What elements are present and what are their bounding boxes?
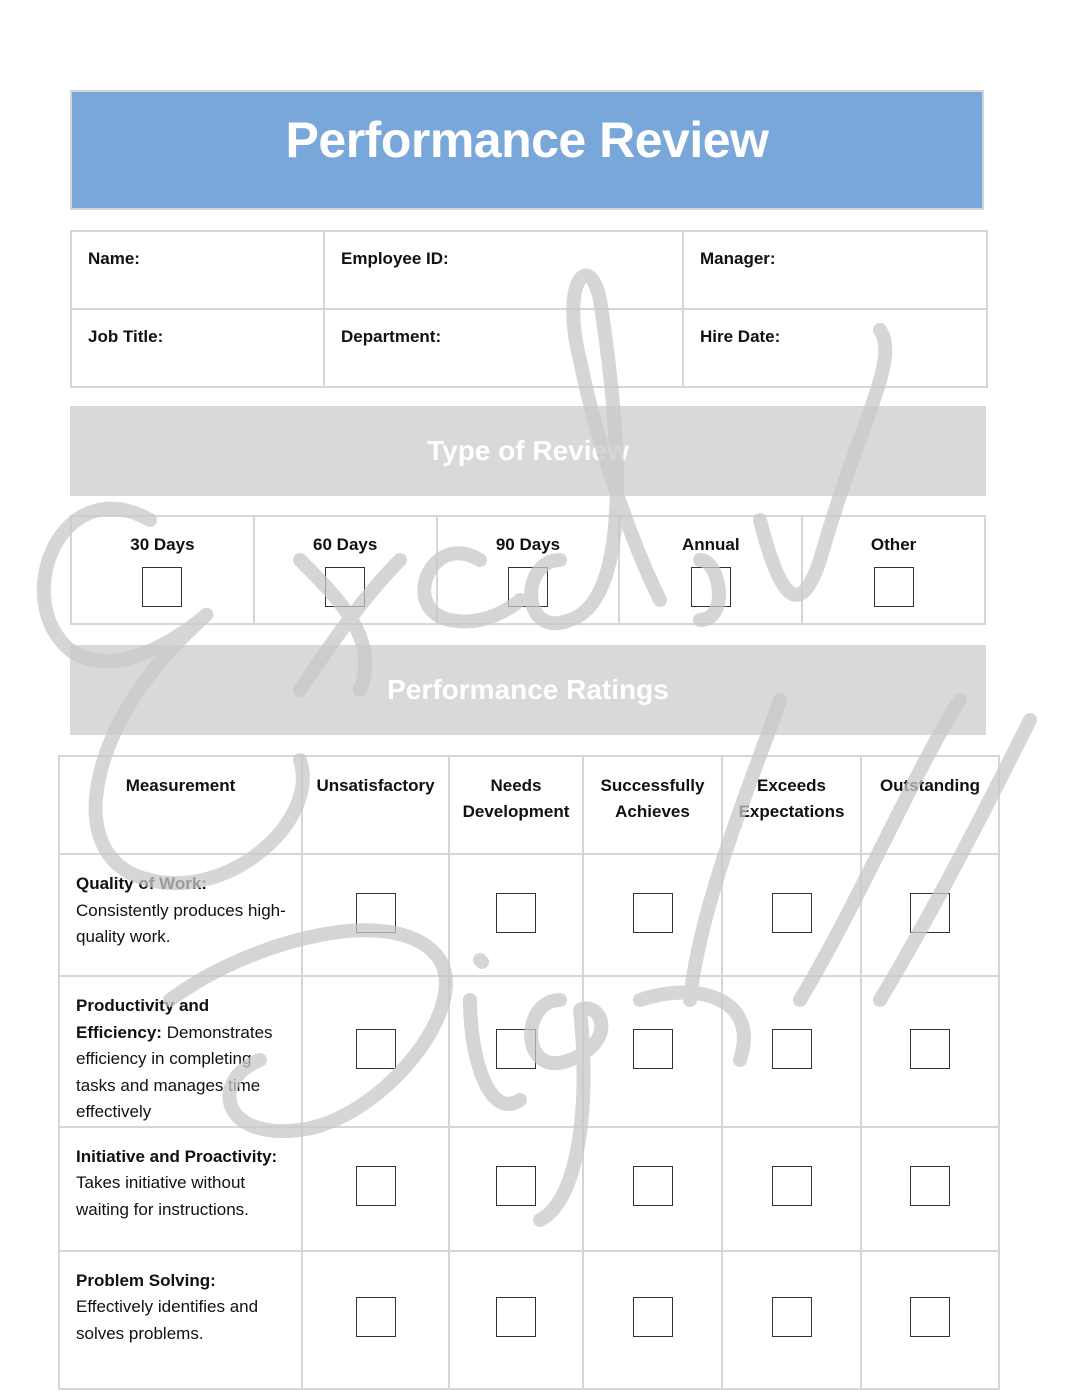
review-option bbox=[71, 516, 254, 624]
measurement-label: Productivity and Efficiency: bbox=[76, 996, 210, 1042]
checkbox-30-days[interactable] bbox=[142, 567, 182, 607]
performance-ratings-heading: Performance Ratings bbox=[70, 645, 986, 735]
measurement-cell bbox=[59, 854, 302, 976]
column-header bbox=[583, 756, 722, 854]
rating-cell bbox=[583, 1127, 722, 1251]
review-option-label: Other bbox=[870, 535, 917, 554]
column-header-line: Expectations bbox=[738, 802, 845, 821]
employee-id-field[interactable]: Employee ID: bbox=[324, 231, 683, 309]
rating-cell bbox=[861, 1251, 999, 1389]
checkbox-annual[interactable] bbox=[691, 567, 731, 607]
rating-cell bbox=[861, 976, 999, 1127]
table-row bbox=[59, 854, 999, 976]
rating-checkbox-exceeds-expectations[interactable] bbox=[772, 1297, 812, 1337]
rating-checkbox-exceeds-expectations[interactable] bbox=[772, 1029, 812, 1069]
column-header-line: Exceeds bbox=[757, 776, 826, 795]
employee-info-table bbox=[70, 230, 988, 388]
column-header bbox=[861, 756, 999, 854]
rating-checkbox-needs-development[interactable] bbox=[496, 893, 536, 933]
measurement-cell bbox=[59, 976, 302, 1127]
title-banner bbox=[70, 90, 984, 210]
manager-field[interactable]: Manager: bbox=[683, 231, 987, 309]
column-header-line: Outstanding bbox=[879, 776, 981, 795]
department-field[interactable]: Department: bbox=[324, 309, 683, 387]
column-header-line: Development bbox=[462, 802, 570, 821]
rating-cell bbox=[861, 1127, 999, 1251]
column-header bbox=[59, 756, 302, 854]
rating-checkbox-needs-development[interactable] bbox=[496, 1166, 536, 1206]
review-option-label: 30 Days bbox=[130, 535, 195, 554]
rating-cell bbox=[722, 1127, 861, 1251]
rating-cell bbox=[449, 976, 583, 1127]
rating-checkbox-outstanding[interactable] bbox=[910, 893, 950, 933]
rating-cell bbox=[302, 854, 449, 976]
rating-checkbox-successfully-achieves[interactable] bbox=[633, 1166, 673, 1206]
rating-checkbox-needs-development[interactable] bbox=[496, 1029, 536, 1069]
rating-cell bbox=[583, 854, 722, 976]
column-header-line: Achieves bbox=[615, 802, 690, 821]
table-row bbox=[59, 1251, 999, 1389]
review-option bbox=[802, 516, 985, 624]
measurement-label: Problem Solving: bbox=[76, 1270, 216, 1290]
rating-cell bbox=[583, 1251, 722, 1389]
rating-cell bbox=[302, 976, 449, 1127]
rating-checkbox-unsatisfactory[interactable] bbox=[356, 1029, 396, 1069]
rating-cell bbox=[302, 1251, 449, 1389]
rating-checkbox-needs-development[interactable] bbox=[496, 1297, 536, 1337]
review-option-label: 60 Days bbox=[313, 535, 378, 554]
measurement-cell bbox=[59, 1251, 302, 1389]
rating-checkbox-successfully-achieves[interactable] bbox=[633, 893, 673, 933]
column-header-line: Successfully bbox=[600, 776, 705, 795]
review-option bbox=[437, 516, 620, 624]
rating-cell bbox=[722, 854, 861, 976]
column-header bbox=[722, 756, 861, 854]
measurement-description: Takes initiative without waiting for instructions. bbox=[76, 1173, 249, 1219]
column-header bbox=[302, 756, 449, 854]
review-type-table bbox=[70, 515, 986, 625]
measurement-cell bbox=[59, 1127, 302, 1251]
rating-cell bbox=[722, 976, 861, 1127]
review-option bbox=[619, 516, 802, 624]
rating-cell bbox=[449, 1251, 583, 1389]
checkbox-90-days[interactable] bbox=[508, 567, 548, 607]
rating-cell bbox=[861, 854, 999, 976]
rating-checkbox-outstanding[interactable] bbox=[910, 1297, 950, 1337]
rating-checkbox-successfully-achieves[interactable] bbox=[633, 1297, 673, 1337]
ratings-header-row bbox=[59, 756, 999, 854]
rating-cell bbox=[449, 1127, 583, 1251]
page-title: Performance Review bbox=[285, 112, 769, 168]
rating-checkbox-exceeds-expectations[interactable] bbox=[772, 893, 812, 933]
table-row bbox=[59, 1127, 999, 1251]
measurement-label: Quality of Work: bbox=[76, 874, 207, 893]
rating-checkbox-unsatisfactory[interactable] bbox=[356, 1166, 396, 1206]
table-row bbox=[59, 976, 999, 1127]
rating-checkbox-successfully-achieves[interactable] bbox=[633, 1029, 673, 1069]
rating-checkbox-outstanding[interactable] bbox=[910, 1029, 950, 1069]
column-header-line: Measurement bbox=[125, 776, 236, 795]
job-title-field[interactable]: Job Title: bbox=[71, 309, 324, 387]
column-header-line: Unsatisfactory bbox=[316, 776, 435, 795]
column-header bbox=[449, 756, 583, 854]
measurement-description: Effectively identifies and solves problems. bbox=[76, 1297, 259, 1343]
review-option-label: 90 Days bbox=[495, 535, 561, 554]
rating-cell bbox=[722, 1251, 861, 1389]
name-field[interactable]: Name: bbox=[71, 231, 324, 309]
review-option-label: Annual bbox=[681, 535, 740, 554]
rating-checkbox-outstanding[interactable] bbox=[910, 1166, 950, 1206]
rating-cell bbox=[302, 1127, 449, 1251]
column-header-line: Needs bbox=[490, 776, 542, 795]
rating-checkbox-unsatisfactory[interactable] bbox=[356, 893, 396, 933]
rating-cell bbox=[583, 976, 722, 1127]
rating-checkbox-unsatisfactory[interactable] bbox=[356, 1297, 396, 1337]
checkbox-other[interactable] bbox=[874, 567, 914, 607]
ratings-table bbox=[58, 755, 1000, 1390]
checkbox-60-days[interactable] bbox=[325, 567, 365, 607]
hire-date-field[interactable]: Hire Date: bbox=[683, 309, 987, 387]
measurement-label: Initiative and Proactivity: bbox=[76, 1146, 278, 1166]
measurement-description: Demonstrates efficiency in completing tasks and manages time effectively bbox=[76, 1022, 273, 1121]
review-option bbox=[254, 516, 437, 624]
type-of-review-heading: Type of Review bbox=[70, 406, 986, 496]
measurement-description: Consistently produces high-quality work. bbox=[76, 900, 286, 946]
rating-checkbox-exceeds-expectations[interactable] bbox=[772, 1166, 812, 1206]
rating-cell bbox=[449, 854, 583, 976]
